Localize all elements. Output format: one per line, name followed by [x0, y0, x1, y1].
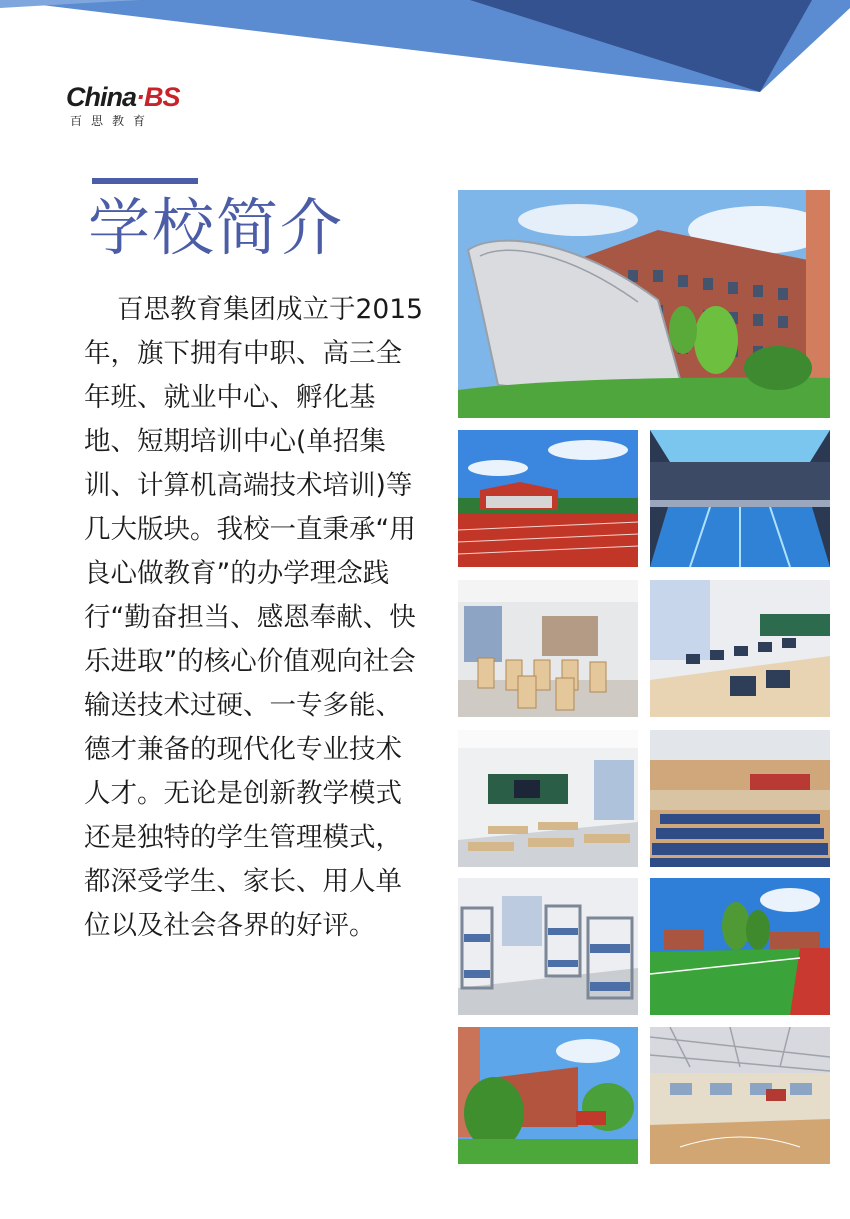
logo-wordmark: China·BS — [66, 82, 180, 112]
photo-campus-building — [458, 190, 830, 418]
photo-computer-lab — [650, 580, 830, 717]
brand-logo — [66, 82, 196, 130]
photo-sports-field — [458, 430, 638, 567]
photo-gymnasium — [650, 1027, 830, 1164]
photo-swimming-pool — [650, 430, 830, 567]
photo-campus-garden — [458, 1027, 638, 1164]
intro-paragraph: 百思教育集团成立于2015年，旗下拥有中职、高三全年班、就业中心、孵化基地、短期培训中心(单招集训、计算机高端技术培训)等几大版块。我校一直秉承“用良心做教育”的办学理念践行“勤奋担当、感恩奉献、快乐进取”的核心价值观向社会输送技术过硬、一专多能、德才兼备的现代化专业技术人才。无论是创新教学模式还是独特的学生管理模式，都深受学生、家长、用人单位以及社会各界的好评。 — [84, 294, 423, 941]
photo-football-pitch — [650, 878, 830, 1015]
logo-subtitle: 百思教育 — [70, 114, 155, 128]
photo-auditorium — [650, 730, 830, 867]
photo-art-studio — [458, 580, 638, 717]
photo-classroom — [458, 730, 638, 867]
photo-dormitory — [458, 878, 638, 1015]
page-title: 学校简介 — [88, 191, 345, 264]
title-accent-bar — [92, 178, 198, 184]
